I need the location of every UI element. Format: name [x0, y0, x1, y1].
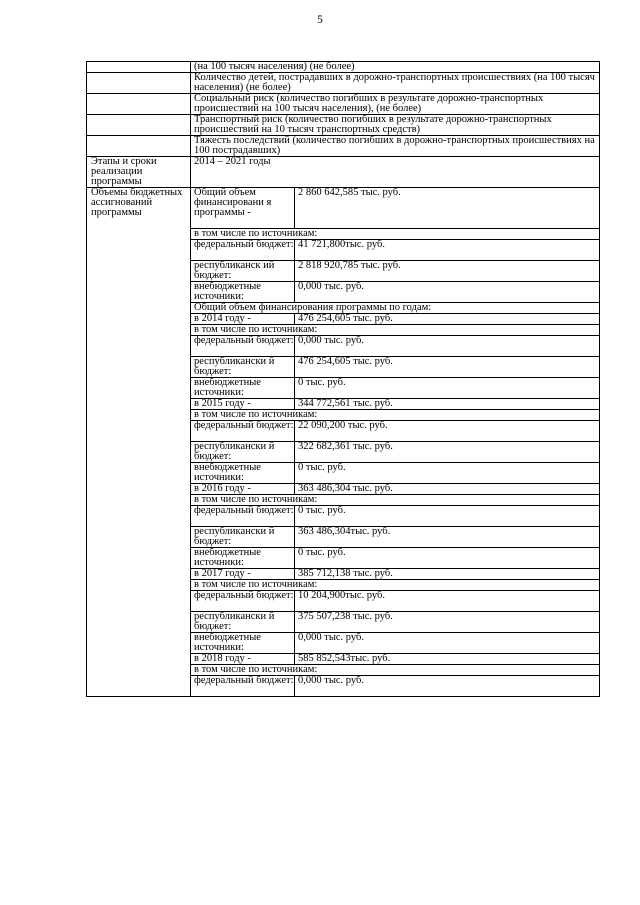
source-name: республиканск ий бюджет:	[191, 261, 295, 282]
year-label: в 2016 году -	[191, 484, 295, 495]
source-value: 0,000 тыс. руб.	[295, 336, 600, 357]
source-name: федеральный бюджет:	[191, 421, 295, 442]
year-sources-heading: в том числе по источникам:	[191, 580, 600, 591]
program-passport-table	[86, 61, 600, 697]
stages-row	[87, 157, 600, 188]
label-cell	[87, 115, 191, 136]
source-value: 0,000 тыс. руб.	[295, 282, 600, 303]
indicator-cell: Количество детей, пострадавших в дорожно-транспортных происшествиях (на 100 тысяч населения) (не более)	[191, 73, 600, 94]
source-value: 22 090,200 тыс. руб.	[295, 421, 600, 442]
year-sources-heading: в том числе по источникам:	[191, 495, 600, 506]
stages-label: Этапы и сроки реализации программы	[87, 157, 191, 188]
indicator-row	[87, 62, 600, 73]
source-name: федеральный бюджет:	[191, 240, 295, 261]
sources-heading: в том числе по источникам:	[191, 229, 600, 240]
funding-total-value: 2 860 642,585 тыс. руб.	[295, 188, 600, 229]
indicator-row	[87, 136, 600, 157]
source-name: республикански й бюджет:	[191, 527, 295, 548]
funding-label: Объемы бюджетных ассигнований программы	[87, 188, 191, 697]
year-label: в 2018 году -	[191, 654, 295, 665]
year-label: в 2017 году -	[191, 569, 295, 580]
indicator-row	[87, 115, 600, 136]
source-name: федеральный бюджет:	[191, 506, 295, 527]
year-value: 476 254,605 тыс. руб.	[295, 314, 600, 325]
year-value: 385 712,138 тыс. руб.	[295, 569, 600, 580]
source-value: 2 818 920,785 тыс. руб.	[295, 261, 600, 282]
source-value: 0 тыс. руб.	[295, 506, 600, 527]
source-name: внебюджетные источники:	[191, 548, 295, 569]
year-sources-heading: в том числе по источникам:	[191, 410, 600, 421]
source-name: федеральный бюджет:	[191, 336, 295, 357]
source-value: 0,000 тыс. руб.	[295, 676, 600, 697]
source-name: внебюджетные источники:	[191, 633, 295, 654]
source-name: федеральный бюджет:	[191, 591, 295, 612]
page-number: 5	[317, 14, 323, 26]
source-value: 476 254,605 тыс. руб.	[295, 357, 600, 378]
source-value: 0,000 тыс. руб.	[295, 633, 600, 654]
source-value: 0 тыс. руб.	[295, 378, 600, 399]
source-value: 375 507,238 тыс. руб.	[295, 612, 600, 633]
label-cell	[87, 136, 191, 157]
indicator-cell: Тяжесть последствий (количество погибших в дорожно-транспортных происшествиях на 100 пострадавших)	[191, 136, 600, 157]
source-name: внебюджетные источники:	[191, 463, 295, 484]
source-name: республикански й бюджет:	[191, 612, 295, 633]
label-cell	[87, 94, 191, 115]
source-value: 10 204,900тыс. руб.	[295, 591, 600, 612]
indicator-cell: Транспортный риск (количество погибших в результате дорожно-транспортных происшествий на 10 тысяч транспортных средств)	[191, 115, 600, 136]
funding-total-label: Общий объем финансировани я программы -	[191, 188, 295, 229]
indicator-row	[87, 94, 600, 115]
source-value: 41 721,800тыс. руб.	[295, 240, 600, 261]
year-value: 344 772,561 тыс. руб.	[295, 399, 600, 410]
source-name: республикански й бюджет:	[191, 357, 295, 378]
label-cell	[87, 73, 191, 94]
year-value: 363 486,304 тыс. руб.	[295, 484, 600, 495]
years-heading: Общий объем финансирования программы по годам:	[191, 303, 600, 314]
source-name: федеральный бюджет:	[191, 676, 295, 697]
indicator-cell: (на 100 тысяч населения) (не более)	[191, 62, 600, 73]
indicator-cell: Социальный риск (количество погибших в результате дорожно-транспортных происшествий на 100 тысяч населения), (не более)	[191, 94, 600, 115]
source-value: 0 тыс. руб.	[295, 463, 600, 484]
year-value: 585 852,543тыс. руб.	[295, 654, 600, 665]
source-name: внебюджетные источники:	[191, 378, 295, 399]
year-sources-heading: в том числе по источникам:	[191, 325, 600, 336]
source-value: 322 682,361 тыс. руб.	[295, 442, 600, 463]
stages-value: 2014 – 2021 годы	[191, 157, 600, 188]
indicator-row	[87, 73, 600, 94]
source-name: республикански й бюджет:	[191, 442, 295, 463]
source-name: внебюджетные источники:	[191, 282, 295, 303]
funding-total-row	[87, 188, 600, 229]
label-cell	[87, 62, 191, 73]
source-value: 0 тыс. руб.	[295, 548, 600, 569]
year-label: в 2014 году -	[191, 314, 295, 325]
year-label: в 2015 году -	[191, 399, 295, 410]
source-value: 363 486,304тыс. руб.	[295, 527, 600, 548]
year-sources-heading: в том числе по источникам:	[191, 665, 600, 676]
